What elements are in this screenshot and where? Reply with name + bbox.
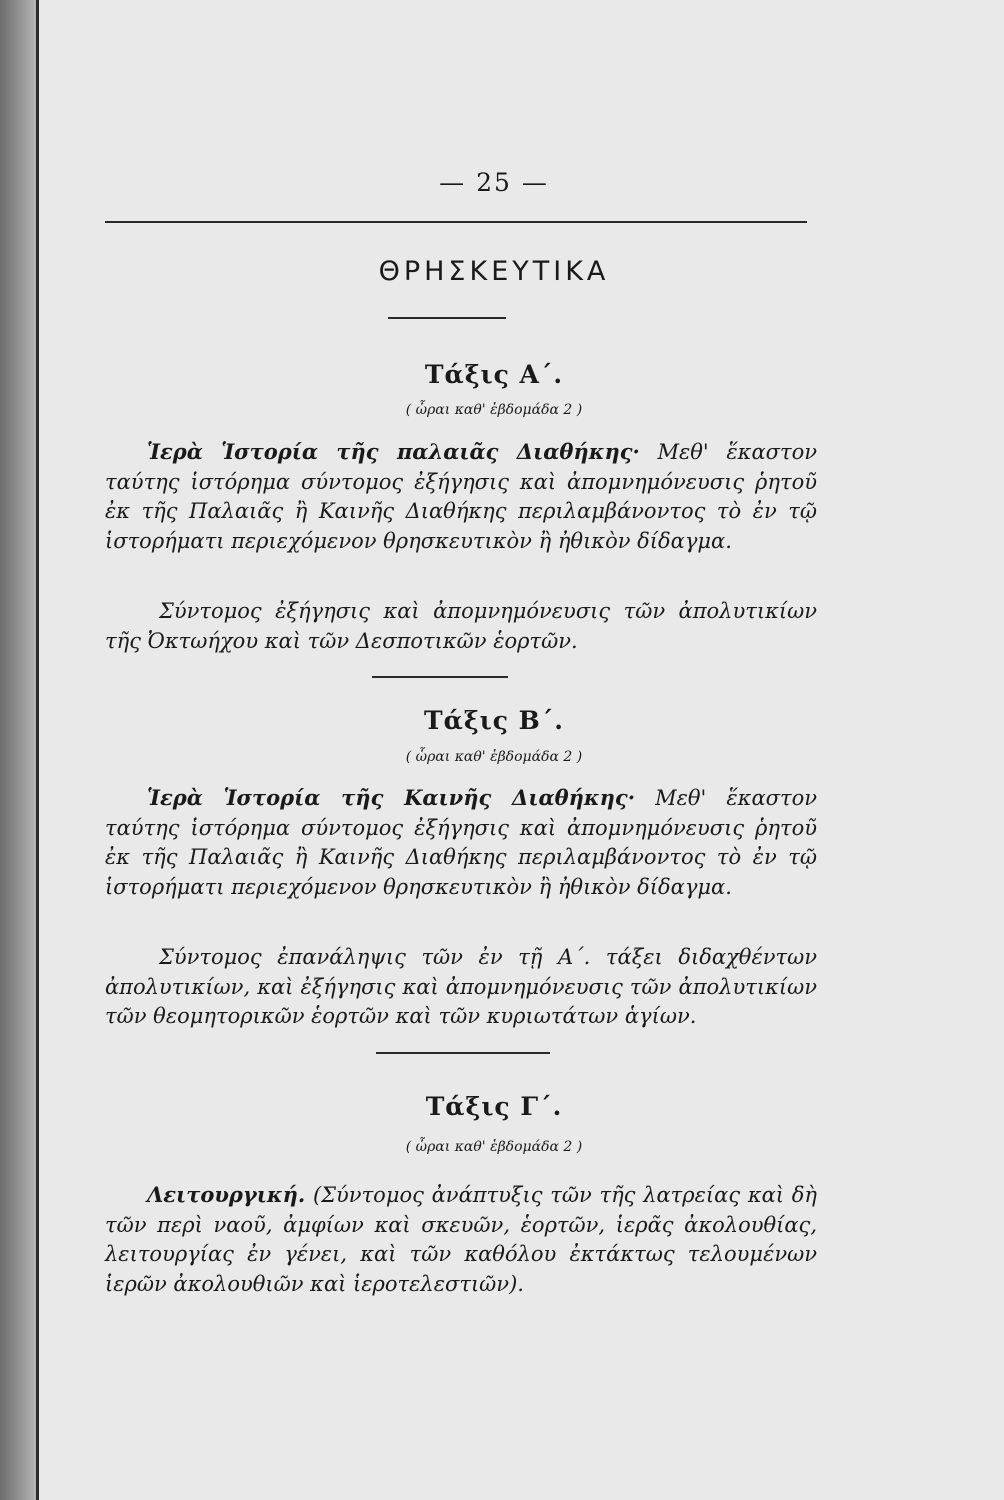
class-b-paragraph-1 <box>105 783 817 902</box>
class-c-heading: Λειτουργική. <box>147 1182 306 1207</box>
class-a-paragraph-1 <box>105 437 817 556</box>
class-a-hours: ( ὧραι καθ' ἑβδομάδα 2 ) <box>405 402 583 418</box>
class-a-divider <box>372 676 508 678</box>
title-divider <box>388 317 506 319</box>
class-b-hours: ( ὧραι καθ' ἑβδομάδα 2 ) <box>405 749 583 765</box>
subject-title: ΘΡΗΣΚΕΥΤΙΚΑ <box>378 256 610 287</box>
class-b-paragraph-1-text: Μεθ' ἕκαστον ταύτης ἱστόρημα σύντομος ἐξήγησις καὶ ἀπομνημόνευσις ῥητοῦ ἐκ τῆς Παλαιᾶς ἢ Καινῆς Διαθήκης περιλαμβάνοντος τὸ ἐν τῷ ἱστορήματι περιεχόμενον θρησκευτικὸν ἢ ἠθικὸν δίδαγμα. <box>105 786 817 899</box>
class-c-paragraph-1 <box>105 1180 817 1299</box>
book-page <box>39 0 1004 1500</box>
page-binding-edge <box>0 0 38 1500</box>
class-a-paragraph-2 <box>105 597 817 656</box>
class-c-paragraph-1-text: (Σύντομος ἀνάπτυξις τῶν τῆς λατρείας καὶ δὴ τῶν περὶ ναοῦ, ἀμφίων καὶ σκευῶν, ἑορτῶν, ἱερᾶς ἀκολουθίας, λειτουργίας ἐν γένει, καὶ τῶν καθόλου ἐκτάκτως τελουμένων ἱερῶν ἀκολουθιῶν καὶ ἱεροτελεστιῶν). <box>105 1183 817 1296</box>
class-a-title: Τάξις Α΄. <box>424 360 564 389</box>
class-a-paragraph-1-text: Μεθ' ἕκαστον ταύτης ἱστόρημα σύντομος ἐξήγησις καὶ ἀπομνημόνευσις ῥητοῦ ἐκ τῆς Παλαιᾶς ἢ Καινῆς Διαθήκης περιλαμβάνοντος τὸ ἐν τῷ ἱστορήματι περιεχόμενον θρησκευτικὸν ἢ ἠθικὸν δίδαγμα. <box>105 440 818 553</box>
class-b-divider <box>376 1052 550 1054</box>
class-b-title: Τάξις Β΄. <box>423 706 564 735</box>
class-c-title: Τάξις Γ΄. <box>425 1092 563 1121</box>
class-b-paragraph-2-text: Σύντομος ἐπανάληψις τῶν ἐν τῇ Α΄. τάξει διδαχθέντων ἀπολυτικίων, καὶ ἐξήγησις καὶ ἀπομνημόνευσις τῶν ἀπολυτικίων τῶν θεομητορικῶν ἑορτῶν καὶ τῶν κυριωτάτων ἁγίων. <box>105 945 817 1028</box>
header-rule <box>105 221 807 223</box>
class-a-heading: Ἱερὰ Ἱστορία τῆς παλαιᾶς Διαθήκης· <box>147 439 640 464</box>
class-c-hours: ( ὧραι καθ' ἑβδομάδα 2 ) <box>405 1139 583 1155</box>
class-a-paragraph-2-text: Σύντομος ἐξήγησις καὶ ἀπομνημόνευσις τῶν ἀπολυτικίων τῆς Ὀκτωήχου καὶ τῶν Δεσποτικῶν ἑορτῶν. <box>105 599 817 653</box>
class-b-paragraph-2 <box>105 943 817 1032</box>
class-b-heading: Ἱερὰ Ἱστορία τῆς Καινῆς Διαθήκης· <box>147 785 636 810</box>
page-number: — 25 — <box>439 168 549 197</box>
